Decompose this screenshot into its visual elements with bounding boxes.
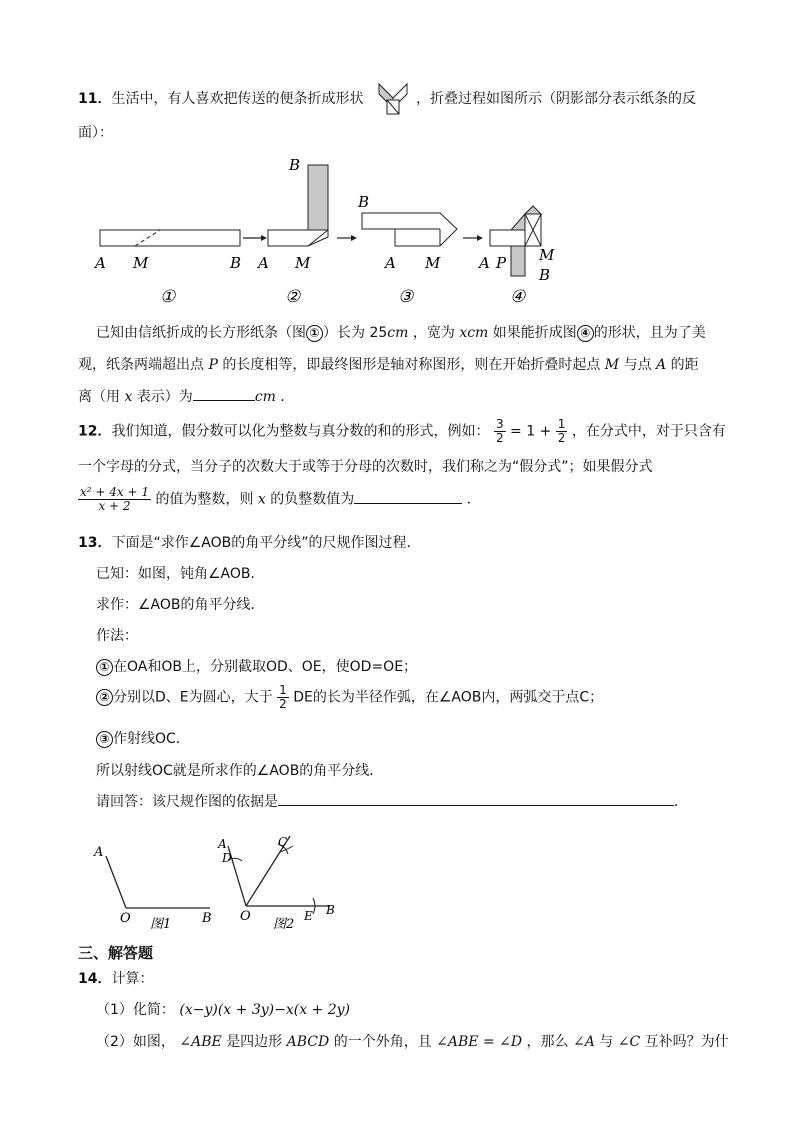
fig2-label-A: A (218, 837, 227, 851)
fig2-label-B: B (289, 156, 301, 174)
q11-line1 (78, 88, 363, 108)
fig1-strip (100, 230, 240, 246)
q14-part2: （2）如图， ∠ABE 是四边形 ABCD 的一个外角，且 ∠ABE = ∠D ，那么 ∠A 与 ∠C 互补吗？为什 (96, 1034, 729, 1050)
q13-conclusion: 所以射线OC就是所求作的∠AOB的角平分线． (96, 763, 384, 779)
q14-expression: (x−y)(x + 3y)−x(x + 2y) (179, 1002, 350, 1018)
section-title: 三、解答题 (78, 944, 154, 962)
fig1-caption: 图1 (150, 917, 172, 932)
q13-step1: ① 在OA和OB上，分别截取OD、OE，使OD=OE； (96, 656, 417, 676)
fig2-label-A: A (258, 254, 269, 272)
fig-caption-1: ① (160, 287, 176, 307)
q12-answer-blank[interactable] (354, 489, 462, 504)
fig2-vertical-strip (308, 165, 328, 237)
fig1-label-A: A (95, 254, 106, 272)
fig1-label-B: B (202, 911, 212, 926)
circled-4: ④ (577, 325, 594, 342)
q12-line3: $\frac{\text{x² + 4x + 1}}{x + 2}$ 的值为整数，则 x 的负整数值为 ． (80, 485, 481, 513)
improper-fraction: $\frac{\text{x² + 4x + 1}}{x + 2}$ (80, 485, 149, 513)
fig1-label-B: B (230, 254, 242, 272)
fig2-label-B: B (326, 903, 335, 917)
example-fraction: $\frac{3}{2}$ (495, 417, 504, 445)
folded-note-icon (373, 78, 413, 118)
fig2-horizontal-strip (268, 230, 328, 246)
q14-part1: （1）化简： (x−y)(x + 3y)−x(x + 2y) (96, 1002, 350, 1018)
fig4-label-A: A (479, 254, 490, 272)
q11-body-line2: 观，纸条两端超出点 P 的长度相等，即最终图形是轴对称图形，则在开始折叠时起点 M 与点 A 的距 (78, 357, 699, 373)
fig2-label-E: E (304, 909, 313, 923)
q12-line1: 12．我们知道，假分数可以化为整数与真分数的和的形式，例如： $\frac{3}{2}$ = 1 + $\frac{1}{2}$ ，在分式中，对于只含有 (78, 417, 726, 445)
fig4-label-P: P (496, 254, 507, 272)
fig4-bottom-arm (511, 246, 525, 276)
q11-folding-figure (85, 150, 565, 310)
q13-ask: 求作：∠AOB的角平分线． (96, 597, 265, 613)
q11-intro3: 面）： (78, 125, 113, 141)
q13-step3: ③ 作射线OC． (96, 728, 190, 748)
q13-step2: ② 分别以D、E为圆心，大于 $\frac{1}{2}$ DE的长为半径作弧，在∠AOB内，两弧交于点C； (96, 684, 603, 711)
q11-answer-blank[interactable] (193, 386, 255, 401)
fig1-label-A: A (94, 845, 104, 860)
fig2-label-M: M (295, 254, 311, 272)
fig3-label-M: M (425, 254, 441, 272)
fig3-label-A: A (385, 254, 396, 272)
fig-caption-4: ④ (510, 287, 526, 307)
fig4-label-M: M (539, 246, 555, 264)
fig1-ray-OA (106, 856, 126, 908)
q13-method: 作法： (96, 628, 138, 644)
q14-title: 14．计算： (78, 971, 154, 987)
q11-body-line3: 离（用 x 表示）为 cm ． (78, 386, 294, 406)
q11-intro: 生活中，有人喜欢把传送的便条折成形状 (111, 91, 364, 107)
q12-line2: 一个字母的分式，当分子的次数大于或等于分母的次数时，我们称之为“假分式”；如果假分式 (78, 459, 653, 475)
fig2-label-C: C (278, 835, 288, 849)
fig1-label-M: M (133, 254, 149, 272)
fig1-label-O: O (120, 911, 131, 926)
q13-answer-line: 请回答：该尺规作图的依据是 ． (96, 791, 688, 811)
fig2-label-O: O (240, 909, 251, 924)
circled-1: ① (306, 325, 323, 342)
fig4-label-B: B (539, 266, 551, 284)
fig4-left-arm (490, 230, 525, 246)
q13-known: 已知：如图，钝角∠AOB． (96, 566, 265, 582)
fig-caption-3: ③ (398, 287, 414, 307)
q13-answer-blank[interactable] (278, 791, 674, 806)
fig2-caption: 图2 (273, 917, 295, 932)
q11-number: 11． (78, 91, 112, 107)
fig2-label-D: D (222, 851, 232, 865)
fig-caption-2: ② (285, 287, 301, 307)
fig3-label-B: B (358, 193, 370, 211)
q11-body-line1: 已知由信纸折成的长方形纸条（图 ① ）长为 25cm ，宽为 xcm 如果能折成图 ④ 的形状，且为了美 (96, 325, 706, 341)
q11-intro2: ，折叠过程如图所示（阴影部分表示纸条的反 (416, 91, 696, 107)
q13-figures (88, 830, 348, 938)
q13-title: 13．下面是“求作∠AOB的角平分线”的尺规作图过程． (78, 535, 421, 551)
